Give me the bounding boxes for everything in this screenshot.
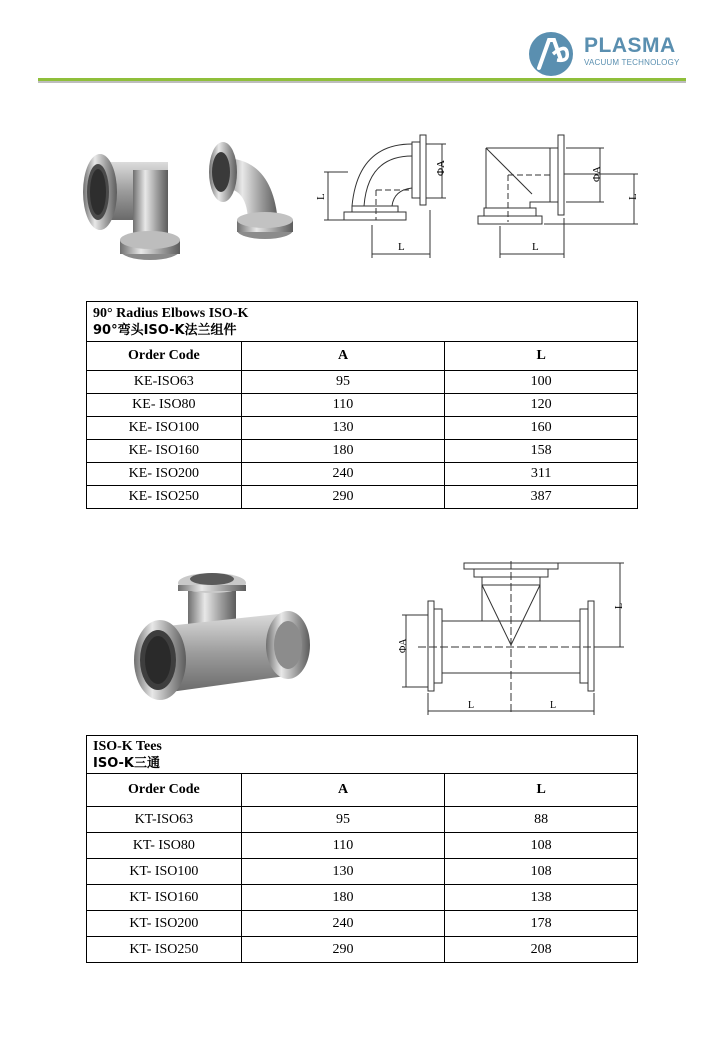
header-rule-gray: [38, 81, 686, 83]
table-row: [87, 885, 638, 911]
elbow-mitered-drawing: [470, 130, 650, 260]
brand-logo-text: [584, 34, 680, 68]
a-cell: 95: [241, 807, 445, 833]
table-row: [87, 371, 638, 394]
table-row: [87, 859, 638, 885]
order-code-cell: KE-ISO63: [87, 371, 242, 394]
tees-col-order-code: Order Code: [87, 774, 242, 807]
a-cell: 180: [241, 885, 445, 911]
tee-drawing-l-label-2: L: [550, 700, 557, 711]
a-cell: 180: [241, 440, 445, 463]
table-row: [87, 807, 638, 833]
tees-table-title: [87, 736, 638, 774]
tees-col-l: L: [445, 774, 638, 807]
elbows-spec-table: [86, 301, 638, 509]
l-cell: 311: [445, 463, 638, 486]
elbow-mitered-a-label: ΦA: [591, 166, 603, 182]
a-cell: 290: [241, 486, 445, 509]
tee-photo: [118, 565, 318, 715]
elbow-photo-front: [78, 140, 193, 275]
a-cell: 110: [241, 833, 445, 859]
order-code-cell: KE- ISO250: [87, 486, 242, 509]
elbow-photo-side: [203, 138, 303, 248]
l-cell: 100: [445, 371, 638, 394]
tees-spec-table: [86, 735, 638, 963]
tee-drawing-l-label-3: L: [614, 602, 625, 609]
table-row: [87, 911, 638, 937]
l-cell: 208: [445, 937, 638, 963]
tees-title-cn: ISO-K三通: [93, 755, 160, 771]
table-row: [87, 486, 638, 509]
table-row: [87, 394, 638, 417]
table-row: [87, 463, 638, 486]
elbow-drawing-a-label: ΦA: [435, 160, 447, 176]
elbow-radius-drawing: [308, 130, 448, 260]
tees-header-row: [87, 774, 638, 807]
elbows-title-cn: 90°弯头ISO-K法兰组件: [93, 322, 237, 338]
table-row: [87, 833, 638, 859]
tee-drawing-a-label: ΦA: [398, 638, 409, 653]
a-cell: 130: [241, 859, 445, 885]
tees-col-a: A: [241, 774, 445, 807]
order-code-cell: KT- ISO80: [87, 833, 242, 859]
a-cell: 110: [241, 394, 445, 417]
l-cell: 88: [445, 807, 638, 833]
a-cell: 290: [241, 937, 445, 963]
order-code-cell: KE- ISO200: [87, 463, 242, 486]
order-code-cell: KT-ISO63: [87, 807, 242, 833]
l-cell: 158: [445, 440, 638, 463]
elbow-mitered-l-label-1: L: [532, 241, 539, 253]
l-cell: 120: [445, 394, 638, 417]
l-cell: 160: [445, 417, 638, 440]
l-cell: 108: [445, 833, 638, 859]
brand-tagline: VACUUM TECHNOLOGY: [584, 58, 680, 67]
table-row: [87, 417, 638, 440]
elbows-col-order-code: Order Code: [87, 342, 242, 371]
l-cell: 138: [445, 885, 638, 911]
elbow-drawing-l-label-2: L: [398, 241, 405, 253]
tee-drawing: [388, 555, 638, 720]
elbows-title-en: 90° Radius Elbows ISO-K: [93, 305, 249, 321]
plasma-logo-icon: [527, 30, 575, 78]
order-code-cell: KE- ISO160: [87, 440, 242, 463]
elbows-header-row: [87, 342, 638, 371]
elbows-col-a: A: [241, 342, 445, 371]
order-code-cell: KT- ISO200: [87, 911, 242, 937]
a-cell: 240: [241, 463, 445, 486]
elbow-mitered-l-label-2: L: [627, 193, 639, 200]
l-cell: 108: [445, 859, 638, 885]
tee-drawing-l-label-1: L: [468, 700, 475, 711]
order-code-cell: KE- ISO100: [87, 417, 242, 440]
elbows-table-title: [87, 302, 638, 342]
order-code-cell: KT- ISO160: [87, 885, 242, 911]
brand-name: PLASMA: [584, 34, 676, 57]
a-cell: 240: [241, 911, 445, 937]
order-code-cell: KT- ISO250: [87, 937, 242, 963]
a-cell: 95: [241, 371, 445, 394]
elbow-drawing-l-label-1: L: [315, 193, 327, 200]
l-cell: 387: [445, 486, 638, 509]
l-cell: 178: [445, 911, 638, 937]
tees-title-en: ISO-K Tees: [93, 738, 162, 754]
order-code-cell: KT- ISO100: [87, 859, 242, 885]
order-code-cell: KE- ISO80: [87, 394, 242, 417]
table-row: [87, 440, 638, 463]
elbows-col-l: L: [445, 342, 638, 371]
a-cell: 130: [241, 417, 445, 440]
table-row: [87, 937, 638, 963]
